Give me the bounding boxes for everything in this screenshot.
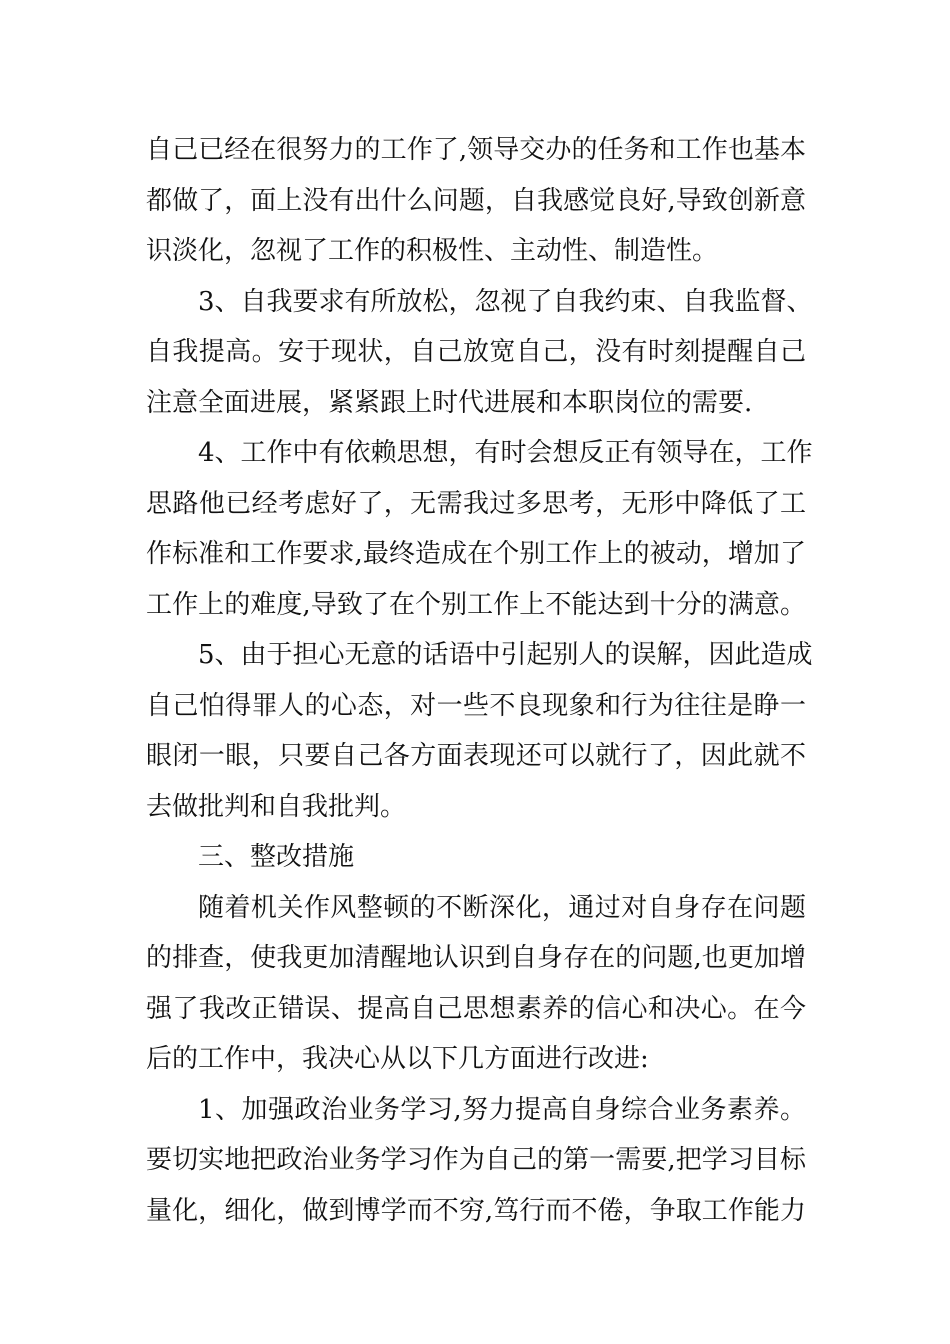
document-body [146,125,813,1236]
paragraph-item-5 [146,630,813,832]
paragraph-intro [146,883,806,1085]
text-line: 作标准和工作要求,最终造成在个别工作上的被动，增加了 [146,539,806,569]
text-line: 1、加强政治业务学习,努力提高自身综合业务素养。 [198,1094,806,1125]
paragraph-item-4 [146,428,813,630]
text-line: 眼闭一眼，只要自己各方面表现还可以就行了，因此就不 [146,741,806,771]
text-line: 3、自我要求有所放松，忽视了自我约束、自我监督、 [198,286,813,317]
text-line: 注意全面进展，紧紧跟上时代进展和本职岗位的需要. [146,387,753,418]
text-line: 的排查，使我更加清醒地认识到自身存在的问题,也更加增 [146,943,806,973]
paragraph-item-3 [146,277,813,429]
text-line: 4、工作中有依赖思想，有时会想反正有领导在，工作 [198,438,813,468]
text-line: 都做了，面上没有出什么问题，自我感觉良好,导致创新意 [146,185,806,216]
text-line: 5、由于担心无意的话语中引起别人的误解，因此造成 [198,640,813,670]
text-line: 自我提高。安于现状，自己放宽自己，没有时刻提醒自己 [146,337,806,367]
section-title: 三、整改措施 [198,842,355,872]
section-heading [146,832,806,883]
text-line: 工作上的难度,导致了在个别工作上不能达到十分的满意。 [146,589,806,620]
text-line: 后的工作中，我决心从以下几方面进行改进: [146,1044,649,1074]
text-line: 思路他已经考虑好了，无需我过多思考，无形中降低了工 [146,488,806,519]
text-line: 强了我改正错误、提高自己思想素养的信心和决心。在今 [146,993,806,1024]
text-line: 自己已经在很努力的工作了,领导交办的任务和工作也基本 [146,135,806,165]
paragraph-continuation [146,125,806,277]
text-line: 自己怕得罪人的心态，对一些不良现象和行为往往是睁一 [146,690,806,721]
paragraph-measure-1 [146,1085,806,1237]
text-line: 随着机关作风整顿的不断深化，通过对自身存在问题 [198,892,806,923]
text-line: 量化，细化，做到博学而不穷,笃行而不倦，争取工作能力 [146,1195,806,1226]
text-line: 要切实地把政治业务学习作为自己的第一需要,把学习目标 [146,1145,806,1175]
text-line: 识淡化，忽视了工作的积极性、主动性、制造性。 [146,236,719,266]
text-line: 去做批判和自我批判。 [146,791,407,822]
